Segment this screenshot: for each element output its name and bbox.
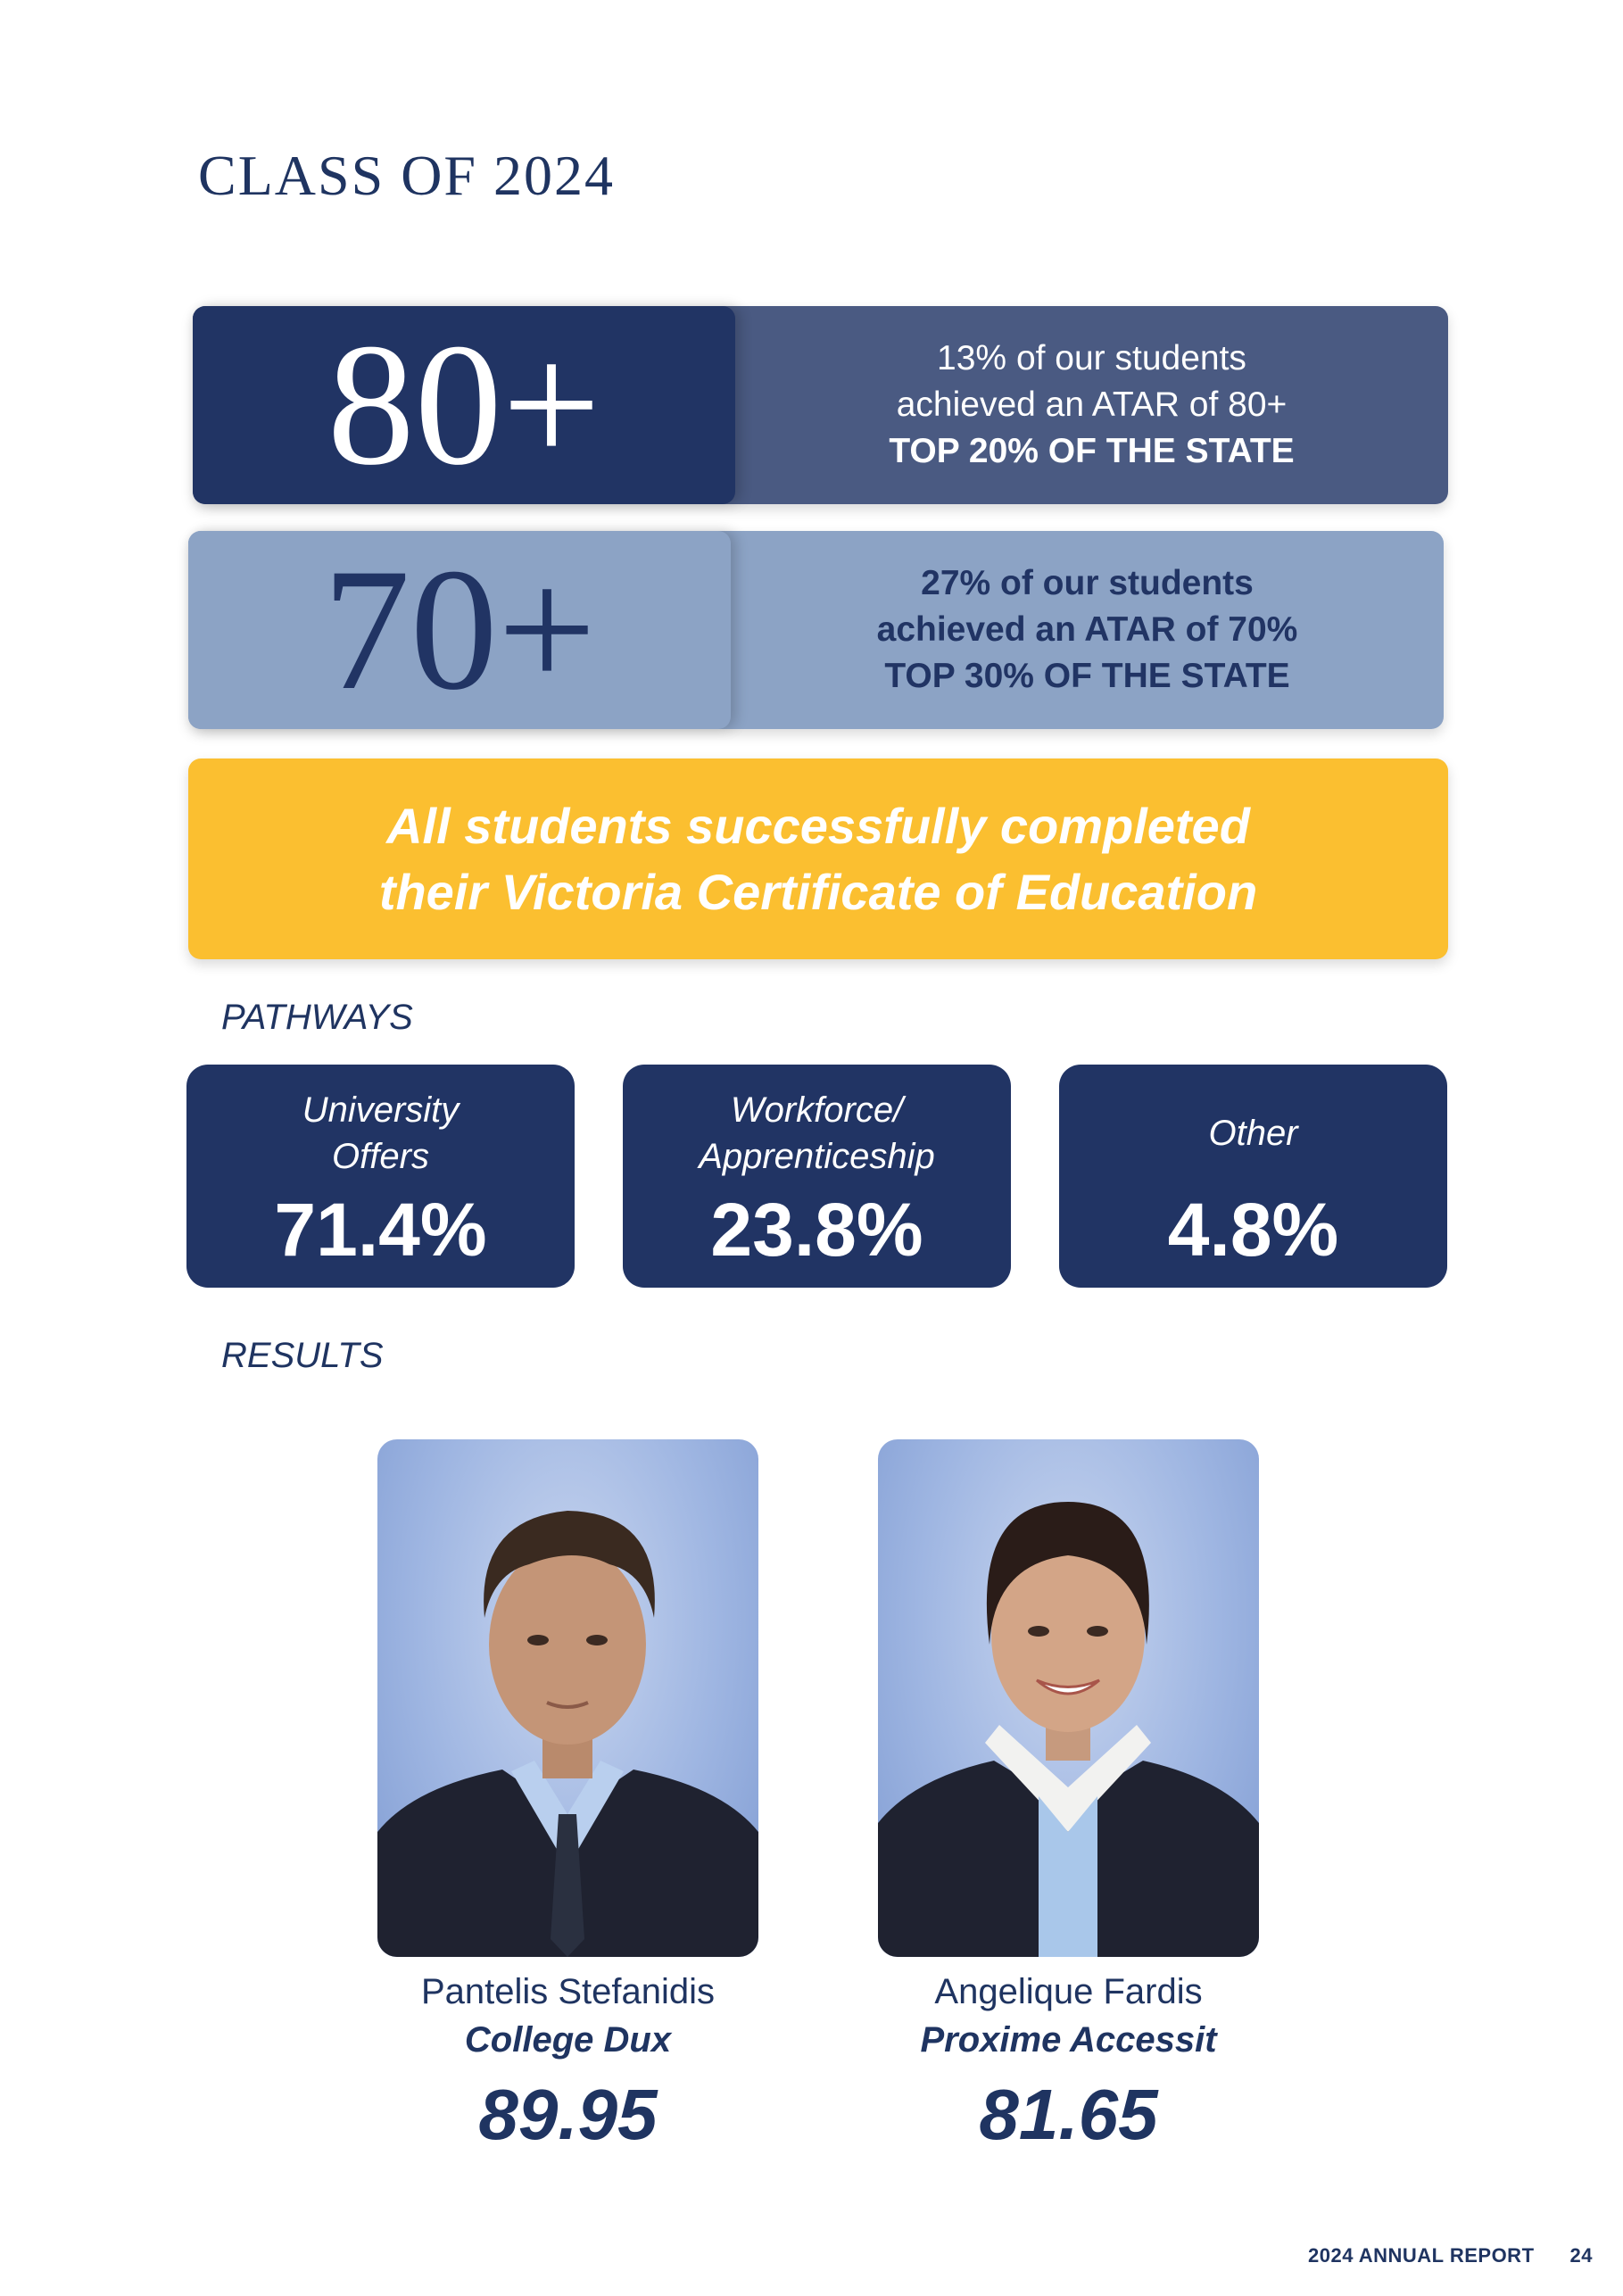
banner-line2: their Victoria Certificate of Education <box>378 863 1258 920</box>
student-portrait-photo <box>377 1439 758 1957</box>
report-title: 2024 ANNUAL REPORT <box>1308 2244 1535 2267</box>
atar-80-line3: TOP 20% OF THE STATE <box>889 432 1295 470</box>
portrait-illustration <box>377 1439 758 1957</box>
student-name: Pantelis Stefanidis <box>420 1972 716 2011</box>
page-number: 24 <box>1569 2244 1593 2267</box>
pathway-value: 4.8% <box>1167 1188 1339 1272</box>
page-title: CLASS OF 2024 <box>198 144 615 207</box>
atar-80-stat <box>193 306 1448 504</box>
atar-70-line1: 27% of our students <box>921 564 1254 602</box>
pathway-value: 71.4% <box>274 1188 487 1272</box>
pathway-card-university <box>186 1065 575 1288</box>
atar-70-description <box>731 531 1444 729</box>
student-name: Angelique Fardis <box>934 1972 1203 2011</box>
atar-80-line2: achieved an ATAR of 80+ <box>896 385 1288 424</box>
student-atar-score: 81.65 <box>979 2075 1158 2154</box>
pathway-card-other <box>1059 1065 1447 1288</box>
student-award: Proxime Accessit <box>920 2020 1217 2060</box>
banner-line1: All students successfully completed <box>386 797 1250 854</box>
vce-completion-banner <box>188 758 1448 959</box>
results-heading: RESULTS <box>221 1336 384 1375</box>
student-result-proxime <box>878 1968 1259 2164</box>
atar-80-description <box>735 306 1448 504</box>
pathway-label-line1: Workforce/ <box>730 1090 904 1130</box>
atar-70-figure: 70+ <box>188 531 731 729</box>
student-atar-score: 89.95 <box>478 2075 658 2154</box>
page-footer <box>1308 2244 1593 2267</box>
pathway-label <box>1059 1081 1447 1186</box>
pathways-heading: PATHWAYS <box>221 998 413 1037</box>
atar-70-line3: TOP 30% OF THE STATE <box>884 657 1290 695</box>
atar-70-stat <box>188 531 1444 729</box>
student-result-dux <box>377 1968 758 2164</box>
pathway-label-line2: Offers <box>332 1137 429 1176</box>
atar-70-line2: achieved an ATAR of 70% <box>876 610 1298 649</box>
pathway-card-workforce <box>623 1065 1011 1288</box>
pathway-label <box>186 1081 575 1186</box>
pathway-label <box>623 1081 1011 1186</box>
pathway-label-line2: Apprenticeship <box>699 1137 935 1176</box>
portrait-illustration <box>878 1439 1259 1957</box>
student-portrait-photo <box>878 1439 1259 1957</box>
atar-80-line1: 13% of our students <box>937 339 1246 377</box>
pathway-label-line1: University <box>302 1090 460 1130</box>
atar-80-figure: 80+ <box>193 306 735 504</box>
pathway-value: 23.8% <box>710 1188 923 1272</box>
student-award: College Dux <box>464 2020 672 2060</box>
pathway-label-line1: Other <box>1208 1114 1298 1153</box>
